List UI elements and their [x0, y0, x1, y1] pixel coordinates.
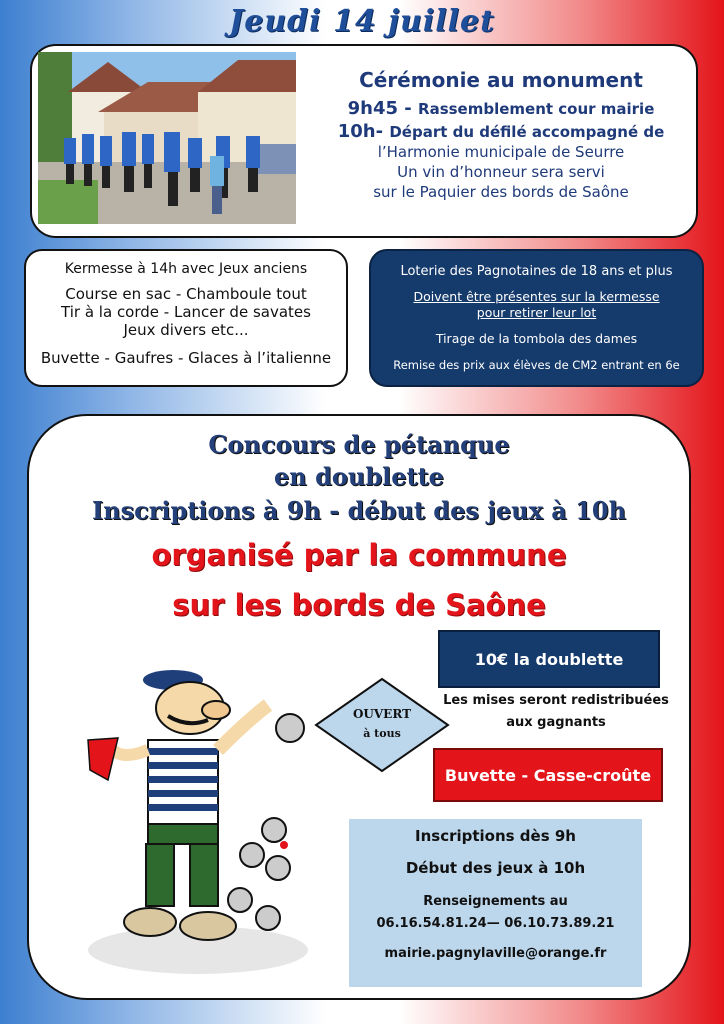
ceremonie-line: l’Harmonie municipale de Seurre: [377, 143, 625, 161]
time-rassemblement: 9h45 - Rassemblement cour mairie: [347, 98, 655, 119]
kermesse-line: Kermesse à 14h avec Jeux anciens: [64, 261, 308, 277]
ceremonie-line: Un vin d’honneur sera servi: [397, 163, 605, 181]
petanque-subtitle: en doublette: [274, 462, 444, 491]
info-box: [349, 819, 642, 987]
buvette-banner: Buvette - Casse-croûte: [433, 748, 663, 802]
page-title: Jeudi 14 juillet: [229, 4, 495, 39]
loterie-line: Remise des prix aux élèves de CM2 entrant en 6e: [393, 358, 680, 372]
kermesse-line: Jeux divers etc...: [123, 321, 249, 339]
loterie-line: Tirage de la tombola des dames: [435, 331, 638, 346]
kermesse-line: Tir à la corde - Lancer de savates: [61, 303, 311, 321]
harmonie-photo: [38, 52, 296, 224]
kermesse-box: [24, 249, 348, 387]
mises-text: Les mises seront redistribuées aux gagnants: [443, 693, 669, 730]
info-renseignements: Renseignements au: [423, 894, 568, 909]
petanque-organiser: organisé par la commune: [151, 538, 567, 572]
ceremonie-line: sur le Paquier des bords de Saône: [373, 183, 629, 201]
ouvert-label: OUVERT: [352, 707, 412, 721]
loterie-line: pour retirer leur lot: [476, 305, 597, 320]
ceremonie-text: [316, 68, 686, 202]
ouvert-diamond: [314, 677, 450, 773]
a-tous-label: à tous: [363, 727, 401, 740]
info-inscriptions: Inscriptions dès 9h: [415, 827, 576, 845]
loterie-box: [369, 249, 704, 387]
info-phones: 06.16.54.81.24— 06.10.73.89.21: [376, 916, 615, 931]
ceremonie-heading: Cérémonie au monument: [359, 68, 643, 92]
kermesse-line: Course en sac - Chamboule tout: [65, 285, 307, 303]
petanque-player-illustration: [78, 650, 318, 980]
petanque-title: Concours de pétanque: [208, 430, 510, 459]
time-defile: 10h- Départ du défilé accompagné de: [337, 121, 665, 142]
kermesse-line: Buvette - Gaufres - Glaces à l’italienne: [40, 349, 332, 367]
loterie-line: Doivent être présentes sur la kermesse: [413, 289, 660, 304]
loterie-line: Loterie des Pagnotaines de 18 ans et plus: [400, 264, 673, 279]
info-email: mairie.pagnylaville@orange.fr: [384, 946, 607, 961]
info-debut: Début des jeux à 10h: [405, 859, 586, 877]
petanque-location: sur les bords de Saône: [172, 588, 546, 622]
price-banner: 10€ la doublette: [438, 630, 660, 688]
petanque-schedule: Inscriptions à 9h - début des jeux à 10h: [91, 496, 627, 525]
